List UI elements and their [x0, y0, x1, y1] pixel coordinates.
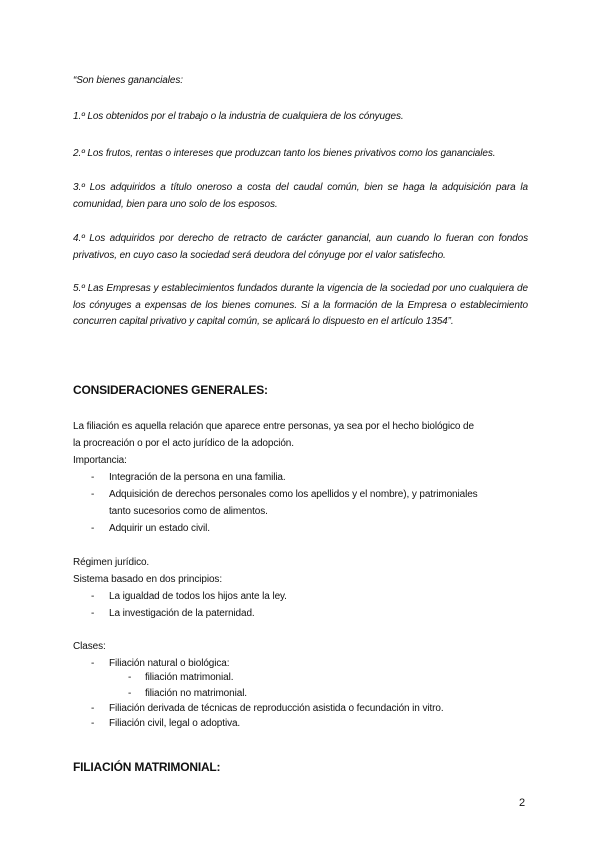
list-dash: -	[128, 672, 132, 683]
importance-label: Importancia:	[73, 455, 127, 466]
list-dash: -	[91, 658, 95, 669]
quote-item-3: 3.º Los adquiridos a título oneroso a costa del caudal común, bien se haga la adquisición para la comunidad, bien para uno solo de los esposos.	[73, 182, 528, 210]
list-dash: -	[91, 718, 95, 729]
importance-item: Adquirir un estado civil.	[109, 523, 210, 534]
classes-label: Clases:	[73, 641, 106, 652]
regime-paragraph	[73, 554, 222, 588]
definition-line-2: la procreación o por el acto jurídico de la adopción.	[73, 438, 294, 449]
quote-item-1: 1.º Los obtenidos por el trabajo o la industria de cualquiera de los cónyuges.	[73, 111, 404, 122]
importance-item: Adquisición de derechos personales como los apellidos y el nombre), y patrimoniales	[109, 489, 478, 500]
list-dash: -	[91, 591, 95, 602]
list-dash: -	[91, 608, 95, 619]
class-item: Filiación civil, legal o adoptiva.	[109, 718, 241, 729]
list-dash: -	[91, 489, 95, 500]
importance-item: Integración de la persona en una familia.	[109, 472, 286, 483]
list-dash: -	[91, 523, 95, 534]
principle-item: La investigación de la paternidad.	[109, 608, 255, 619]
list-dash: -	[91, 472, 95, 483]
quote-item-2: 2.º Los frutos, rentas o intereses que produzcan tanto los bienes privativos como los gananciales.	[73, 148, 496, 159]
list-dash: -	[91, 703, 95, 714]
quote-item-5: 5.º Las Empresas y establecimientos fundados durante la vigencia de la sociedad por uno cualquiera de los cónyuges a expensas de los bienes comunes. Si a la formación de la Empresa o establecimiento concurren capital privativo y capital común, se aplicará lo dispuesto en el artículo 1354”.	[73, 283, 528, 327]
principle-item: La igualdad de todos los hijos ante la ley.	[109, 591, 287, 602]
definition-line-1: La filiación es aquella relación que aparece entre personas, ya sea por el hecho biológico de	[73, 421, 474, 432]
definition-paragraph	[73, 418, 474, 469]
class-item: Filiación derivada de técnicas de reproducción asistida o fecundación in vitro.	[109, 703, 444, 714]
quote-item-4: 4.º Los adquiridos por derecho de retracto de carácter ganancial, aun cuando lo fueran con fondos privativos, en cuyo caso la sociedad será deudora del cónyuge por el valor satisfecho.	[73, 233, 528, 261]
system-label: Sistema basado en dos principios:	[73, 574, 223, 585]
section-heading-filiacion-matrimonial: FILIACIÓN MATRIMONIAL:	[73, 760, 221, 774]
section-heading-consideraciones: CONSIDERACIONES GENERALES:	[73, 383, 268, 397]
regime-label: Régimen jurídico.	[73, 557, 150, 568]
quote-intro: “Son bienes gananciales:	[73, 75, 183, 86]
importance-item-continuation: tanto sucesorios como de alimentos.	[109, 506, 268, 517]
list-dash: -	[128, 688, 132, 699]
class-subitem: filiación no matrimonial.	[145, 688, 247, 699]
page-number: 2	[519, 797, 526, 809]
class-subitem: filiación matrimonial.	[145, 672, 234, 683]
class-item: Filiación natural o biológica:	[109, 658, 230, 669]
